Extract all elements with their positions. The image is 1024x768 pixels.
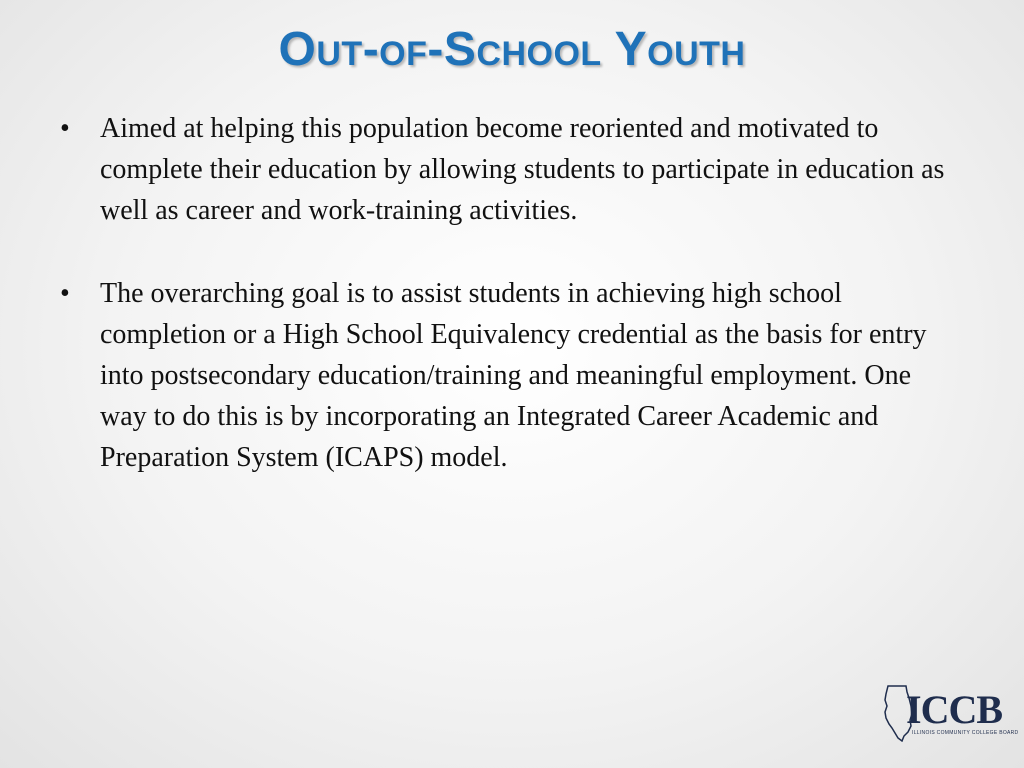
slide-title: Out-of-School Youth	[278, 23, 746, 76]
bullet-item-2	[60, 273, 960, 478]
iccb-logo	[882, 684, 1019, 742]
bullet-marker: •	[60, 113, 70, 144]
bullet-item-1	[60, 108, 960, 231]
logo-subtitle: ILLINOIS COMMUNITY COLLEGE BOARD	[912, 730, 1019, 736]
bullet-marker: •	[60, 278, 70, 309]
bullet-text: Aimed at helping this population become reoriented and motivated to complete their education by allowing students to participate in education as well as career and work-training activities.	[100, 113, 945, 226]
bullet-list	[60, 108, 960, 520]
logo-wordmark: ICCB	[906, 687, 1003, 732]
bullet-text: The overarching goal is to assist students in achieving high school completion or a High School Equivalency credential as the basis for entry into postsecondary education/training and meaningful employment. One way to do this is by incorporating an Integrated Career Academic and Preparation System (ICAPS) model.	[100, 278, 927, 473]
